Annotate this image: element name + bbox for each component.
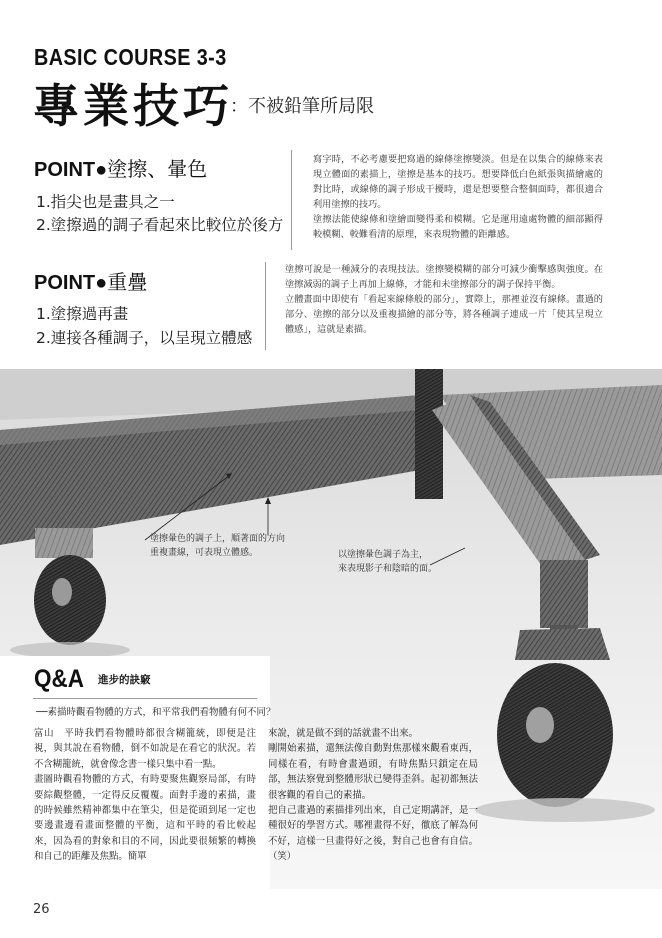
caption-shadow-line-2: 來表現影子和陰暗的面。 [338,564,438,574]
point1-body-p1: 寫字時，不必考慮要把寫過的線條塗擦變淡。但是在以集合的線條來表現立體面的素描上，塗擦是基本的技巧。想要降低白色紙張與描繪處的對比時，或線條的調子形成干擾時，還是想要整合整個面時，都很適合利用塗擦的技巧。 [313,154,603,210]
course-label: BASIC COURSE 3-3 [34,44,227,70]
qa-title: Q&A [34,665,85,693]
point1-body-p2: 塗擦法能使線條和塗繪面變得柔和模糊。它是運用遠處物體的細部顯得較模糊、較難看清的原理，來表現物體的距離感。 [313,214,603,240]
qa-answer-column-1 [34,726,256,865]
point1-item-1: 1.指尖也是畫具之一 [36,193,175,211]
point2-label: POINT [34,272,96,294]
caption-crosshatch-line-1: 塗擦暈色的調子上，順著面的方向 [150,534,286,544]
qa-col2-p1: 來說，就是做不到的話就畫不出來。 [268,728,419,739]
point1-item-2: 2.塗擦過的調子看起來比較位於後方 [36,216,284,234]
qa-divider [33,698,257,699]
point1-name: 塗擦、暈色 [107,157,208,181]
point1-label: POINT [34,159,96,181]
point1-divider [291,150,292,250]
qa-col1-p1: 富山 平時我們看物體時都很含糊籠統，即便是注視，與其說在看物體，倒不如說是在看它的狀況。若不含糊籠統，就會像念書一樣只集中看一點。 [34,728,256,770]
qa-subtitle: 進步的訣竅 [98,674,151,686]
point2-bullet: ● [95,272,108,294]
point1-bullet: ● [95,159,108,181]
page-title: 專業技巧 [33,79,233,133]
point2-body-p2: 立體畫面中即使有「看起來線條般的部分」，實際上，那裡並沒有線條。畫過的部分、塗擦的部分以及重複描繪的部分等，將各種調子連成一片「使其呈現立體感」，這就是素描。 [285,294,603,335]
qa-answer-column-2 [268,726,478,865]
point2-body-p1: 塗擦可說是一種減分的表現技法。塗擦變模糊的部分可減少衝擊感與強度。在塗擦減弱的調子上再加上線條，才能和未塗擦部分的調子保持平衡。 [285,264,603,290]
page-number: 26 [33,902,50,917]
point1-body [313,152,603,242]
point2-body [285,262,603,337]
caption-shadow-line-1: 以塗擦暈色調子為主， [338,550,429,560]
point2-item-2: 2.連接各種調子，以呈現立體感 [36,329,253,347]
qa-col1-p2: 畫圖時觀看物體的方式，有時要聚焦觀察局部，有時要綜觀整體，一定得反反覆覆。面對手邊的素描，畫的時候雖然精神都集中在筆尖，但是從頭到尾一定也要邊畫邊看畫面整體的平衡，這和平時的看比較起來，因為看的對象和目的不同，因此要很頻繁的轉換和自己的距離及焦點。簡單 [34,774,256,863]
page-subtitle: ：不被鉛筆所局限 [230,96,374,117]
caption-crosshatch-line-2: 重複畫線，可表現立體感。 [150,548,259,558]
qa-col2-p3: 把自己畫過的素描排列出來，自己定期講評，是一種很好的學習方式。哪裡畫得不好，徹底了解為何不好，這樣一旦畫得好之後，對自己也會有自信。（笑） [268,805,478,863]
caption-shadow [338,548,437,576]
qa-col2-p2: 剛開始素描，還無法像自動對焦那樣來觀看東西，同樣在看，有時會畫過頭，有時焦點只鎖定在局部，無法察覺到整體形狀已變得歪斜。起初都無法很客觀的看自己的素描。 [268,743,478,801]
qa-question: ──素描時觀看物體的方式，和平常我們看物體有何不同？ [36,707,276,718]
point1-title [34,153,207,182]
caption-crosshatch [150,532,285,560]
point2-divider [265,262,266,350]
point2-title [34,266,147,295]
point2-item-1: 1.塗擦過再畫 [36,305,129,323]
point2-name: 重疊 [107,270,148,294]
